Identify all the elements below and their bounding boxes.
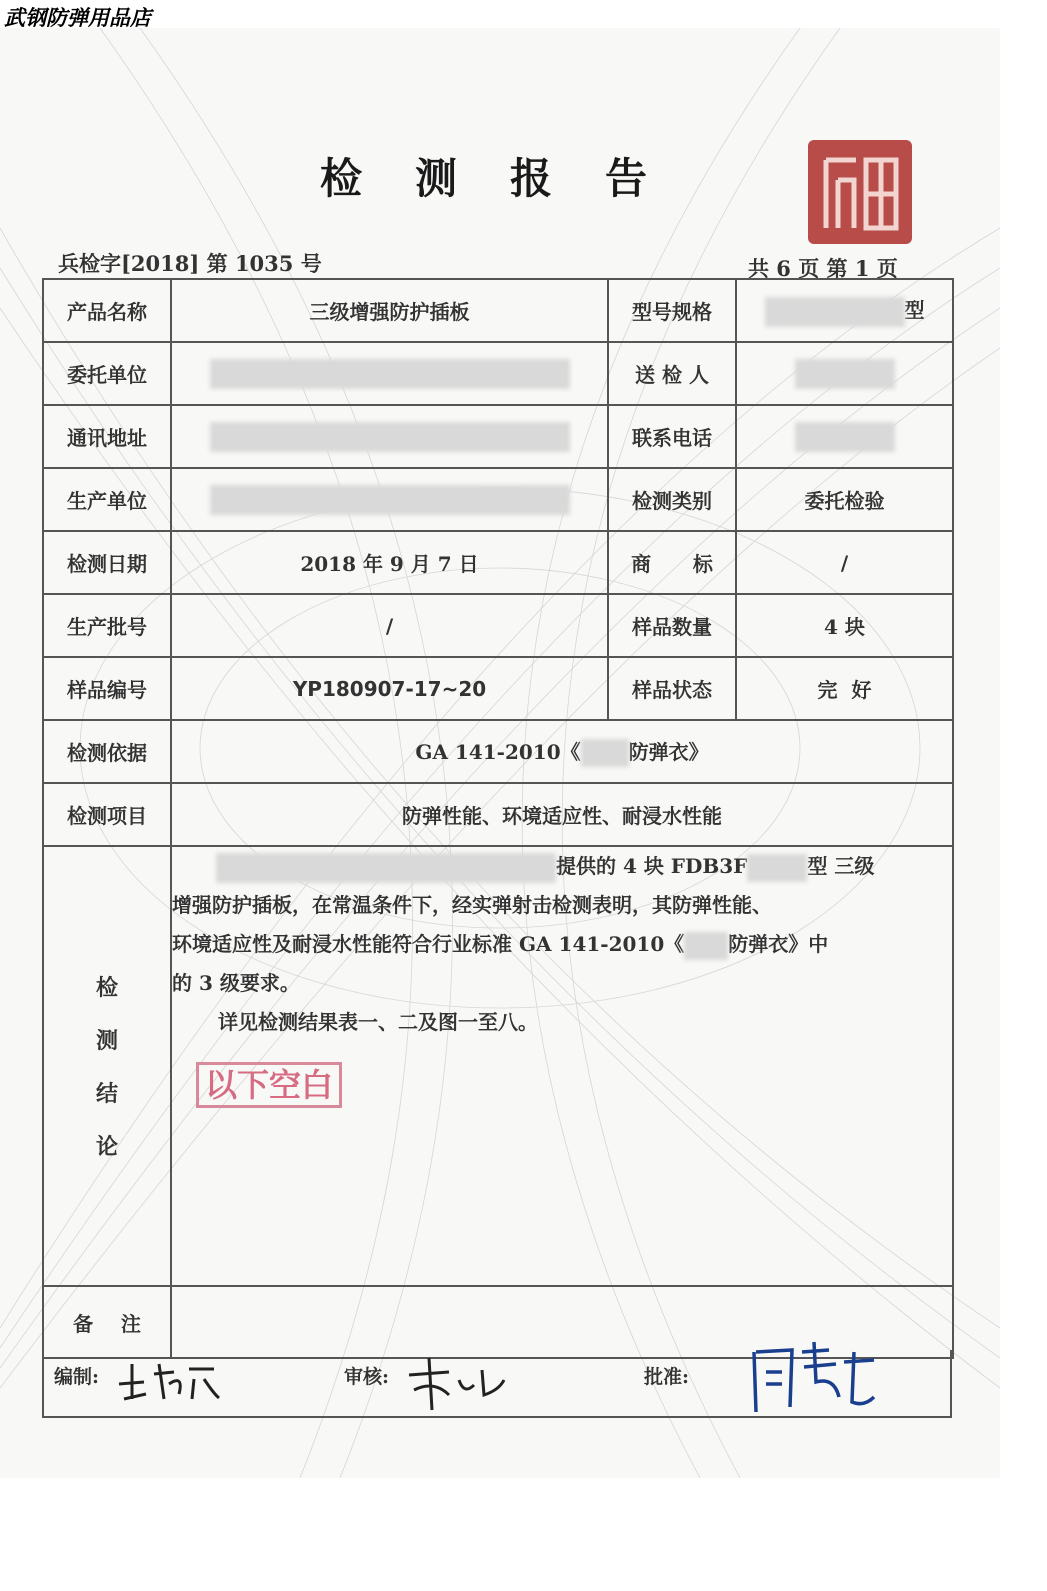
redacted-block (795, 422, 895, 452)
red-seal-top (808, 140, 912, 244)
redacted-block (210, 485, 570, 515)
remarks-label: 备 注 (43, 1286, 171, 1358)
reviewer-label: 审核: (344, 1366, 390, 1388)
report-title: 检 测 报 告 (320, 154, 648, 203)
basis-label: 检测依据 (43, 720, 171, 783)
conclusion-label: 检 测 结 论 (43, 846, 171, 1286)
signature-row (42, 1350, 952, 1418)
product-name-value: 三级增强防护插板 (171, 279, 608, 342)
sample-no-value: YP180907-17~20 (171, 657, 608, 720)
items-label: 检测项目 (43, 783, 171, 846)
trademark-label: 商 标 (608, 531, 736, 594)
phone-label: 联系电话 (608, 405, 736, 468)
submitter-value (736, 342, 953, 405)
basis-value: GA 141-2010《 防弹衣》 (171, 720, 953, 783)
address-label: 通讯地址 (43, 405, 171, 468)
reviewer-signature (404, 1350, 514, 1418)
table-row (43, 720, 953, 783)
report-number: 兵检字[2018] 第 1035 号 (58, 251, 322, 276)
table-row (43, 594, 953, 657)
items-value: 防弹性能、环境适应性、耐浸水性能 (171, 783, 953, 846)
manufacturer-value (171, 468, 608, 531)
table-row (43, 468, 953, 531)
phone-value (736, 405, 953, 468)
manufacturer-label: 生产单位 (43, 468, 171, 531)
editor-label: 编制: (54, 1366, 100, 1388)
approver-signature (744, 1322, 884, 1422)
editor-signature (114, 1354, 224, 1404)
batch-value: / (171, 594, 608, 657)
table-row (43, 531, 953, 594)
redacted-block (210, 422, 570, 452)
report-sheet (0, 28, 1000, 1478)
table-row (43, 657, 953, 720)
redacted-block (684, 932, 728, 960)
table-row (43, 846, 953, 1286)
conclusion-text: 提供的 4 块 FDB3F 型 三级 增强防护插板，在常温条件下，经实弹射击检测表明，其防弹性能、 环境适应性及耐浸水性能符合行业标准 GA 141-2010《 防弹衣》中 的 3 级要求。 详见检测结果表一、二及图一至八。 以下空白 (171, 846, 953, 1286)
submitter-label: 送 检 人 (608, 342, 736, 405)
table-row (43, 342, 953, 405)
client-label: 委托单位 (43, 342, 171, 405)
approver-label: 批准: (644, 1366, 690, 1388)
batch-label: 生产批号 (43, 594, 171, 657)
qty-label: 样品数量 (608, 594, 736, 657)
table-row (43, 405, 953, 468)
redacted-block (216, 853, 556, 883)
redacted-block (765, 297, 905, 327)
blank-below-stamp: 以下空白 (196, 1062, 342, 1108)
page-info: 共 6 页 第 1 页 (748, 256, 898, 281)
report-form-table (42, 278, 954, 1359)
test-date-label: 检测日期 (43, 531, 171, 594)
trademark-value: / (736, 531, 953, 594)
test-type-value: 委托检验 (736, 468, 953, 531)
sample-no-label: 样品编号 (43, 657, 171, 720)
test-type-label: 检测类别 (608, 468, 736, 531)
client-value (171, 342, 608, 405)
table-row (43, 279, 953, 342)
redacted-block (210, 359, 570, 389)
model-label: 型号规格 (608, 279, 736, 342)
redacted-block (581, 739, 629, 767)
table-row (43, 783, 953, 846)
qty-value: 4 块 (736, 594, 953, 657)
model-value: 型 (736, 279, 953, 342)
product-name-label: 产品名称 (43, 279, 171, 342)
store-watermark: 武钢防弹用品店 (4, 6, 151, 30)
address-value (171, 405, 608, 468)
redacted-block (795, 359, 895, 389)
redacted-block (747, 854, 807, 882)
sample-state-label: 样品状态 (608, 657, 736, 720)
sample-state-value: 完 好 (736, 657, 953, 720)
test-date-value: 2018 年 9 月 7 日 (171, 531, 608, 594)
